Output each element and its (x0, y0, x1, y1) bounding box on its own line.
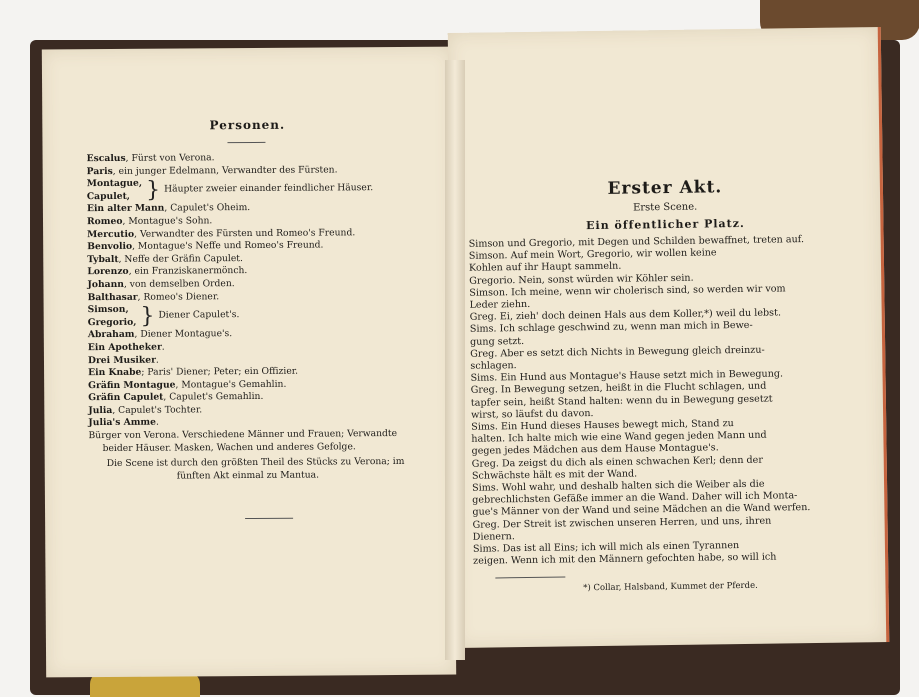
text-line: Greg. Da zeigst du dich als einen schwachen Kerl; denn der (471, 454, 763, 470)
brace-group-houses: Montague, Capulet, } Häupter zweier einander feindlicher Häuser. (86, 177, 374, 203)
cast-entry: Tybalt, Neffe der Gräfin Capulet. (87, 252, 243, 265)
text-line: gung setzt. (469, 335, 525, 348)
brace-icon: } (146, 177, 161, 203)
text-line: gue's Männer von der Wand und seine Mädchen an die Wand werfen. (472, 502, 811, 519)
text-line: tapfer sein, heißt Stand halten: wenn du in Bewegung gesetzt (470, 393, 773, 409)
text-line: Simson und Gregorio, mit Degen und Schilden bewaffnet, treten auf. (468, 234, 805, 250)
cast-entry: Johann, von demselben Orden. (87, 278, 235, 291)
cast-entry: Ein Apotheker. (87, 341, 165, 354)
cast-entry: Julia's Amme. (88, 417, 159, 429)
text-line: Gregorio. Nein, sonst würden wir Köhler sein. (469, 272, 694, 287)
place-title: Ein öffentlicher Platz. (585, 216, 745, 233)
left-page (42, 47, 456, 678)
text-line: Leder ziehn. (469, 298, 531, 311)
text-line: Sims. Ein Hund dieses Hauses bewegt mich, Stand zu (471, 418, 734, 433)
footnote: *) Collar, Halsband, Kummet der Pferde. (583, 580, 758, 594)
cast-entry: Abraham, Diener Montague's. (87, 328, 233, 341)
cast-entry: Drei Musiker. (87, 354, 159, 366)
burger-line: Bürger von Verona. Verschiedene Männer und Frauen; Verwandte (88, 428, 398, 442)
cast-entry: Balthasar, Romeo's Diener. (87, 290, 220, 303)
brace-group-servants: Simson, Gregorio, } Diener Capulet's. (87, 303, 240, 329)
text-line: Greg. Der Streit ist zwischen unseren Herren, und uns, ihren (472, 515, 772, 531)
text-line: Schwächste hält es mit der Wand. (471, 468, 638, 482)
scene-note: fünften Akt einmal zu Mantua. (176, 469, 320, 482)
cast-entry: Lorenzo, ein Franziskanermönch. (87, 265, 248, 278)
book-spine (445, 60, 465, 660)
cast-entry: Gräfin Capulet, Capulet's Gemahlin. (88, 391, 264, 404)
personen-title: Personen. (209, 117, 286, 133)
text-line: Sims. Ein Hund aus Montague's Hause setzt mich in Bewegung. (470, 368, 784, 385)
text-line: wirst, so läufst du davon. (470, 407, 594, 421)
text-line: Simson. Ich meine, wenn wir cholerisch sind, so werden wir vom (469, 283, 786, 299)
text-line: Sims. Wohl wahr, und deshalb halten sich die Weiber als die (472, 478, 765, 494)
cast-entry: Gräfin Montague, Montague's Gemahlin. (88, 378, 287, 391)
text-line: Kohlen auf ihr Haupt sammeln. (468, 261, 622, 275)
cast-entry: Ein Knabe; Paris' Diener; Peter; ein Offizier. (88, 365, 299, 379)
cast-entry: Mercutio, Verwandter des Fürsten und Romeo's Freund. (87, 226, 356, 240)
text-line: gebrechlichsten Gefäße immer an die Wand. Daher will ich Monta- (472, 490, 798, 507)
burger-line: beider Häuser. Masken, Wachen und anderes Gefolge. (102, 440, 356, 454)
text-line: Simson. Auf mein Wort, Gregorio, wir wollen keine (468, 247, 717, 262)
brace-icon: } (140, 303, 155, 329)
dialogue-block (469, 233, 868, 568)
scene-title: Erste Scene. (632, 201, 698, 214)
cast-entry: Julia, Capulet's Tochter. (88, 404, 203, 416)
cast-entry: Benvolio, Montague's Neffe und Romeo's Freund. (87, 239, 324, 253)
text-line: gegen jedes Mädchen aus dem Hause Montague's. (471, 442, 719, 458)
text-line: Greg. Aber es setzt dich Nichts in Bewegung gleich dreinzu- (470, 344, 765, 360)
text-line: halten. Ich halte mich wie eine Wand gegen jeden Mann und (471, 429, 767, 446)
cast-entry: Romeo, Montague's Sohn. (86, 215, 213, 228)
text-line: schlagen. (470, 360, 517, 372)
right-page (448, 27, 890, 648)
text-line: Dienern. (472, 531, 515, 543)
scene-note: Die Scene ist durch den größten Theil des Stücks zu Verona; im (106, 456, 405, 470)
text-line: Greg. In Bewegung setzen, heißt in die Flucht schlagen, und (470, 381, 767, 397)
act-title: Erster Akt. (607, 177, 723, 199)
cast-entry: Escalus, Fürst von Verona. (86, 152, 215, 165)
cast-entry: Ein alter Mann, Capulet's Oheim. (86, 202, 251, 215)
text-line: Greg. Ei, zieh' doch deinen Hals aus dem Koller,*) weil du lebst. (469, 307, 782, 323)
text-line: Sims. Ich schlage geschwind zu, wenn man mich in Bewe- (469, 320, 753, 336)
text-line: Sims. Das ist all Eins; ich will mich als einen Tyrannen (472, 540, 740, 555)
text-line: zeigen. Wenn ich mit den Männern gefochten habe, so will ich (473, 551, 777, 568)
cast-list (87, 151, 445, 484)
cast-entry: Paris, ein junger Edelmann, Verwandter des Fürsten. (86, 163, 338, 177)
